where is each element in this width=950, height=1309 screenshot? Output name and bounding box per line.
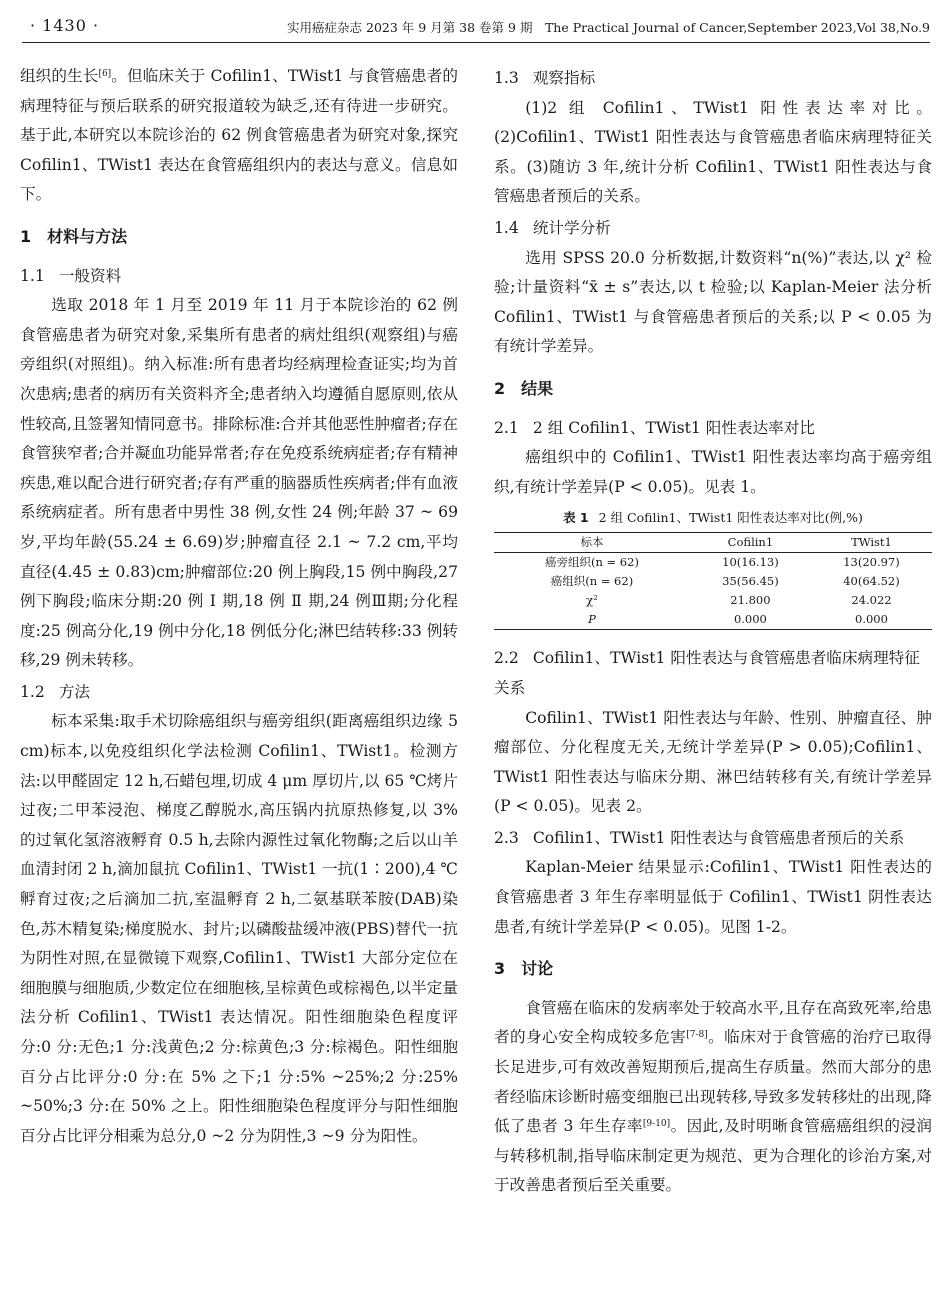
- table-row: [494, 591, 932, 610]
- section-heading-discussion: 3 讨论: [494, 959, 554, 979]
- results-2-2-paragraph: Cofilin1、TWist1 阳性表达与年龄、性别、肿瘤直径、肿瘤部位、分化程度无关,无统计学差异(P > 0.05);Cofilin1、TWist1 阳性表达与临床分期、淋巴结转移有关,有统计学差异(P < 0.05)。见表 2。: [494, 708, 932, 816]
- table-cell: 10(16.13): [722, 555, 779, 570]
- intro-paragraph: 组织的生长[6]。但临床关于 Cofilin1、TWist1 与食管癌患者的病理特征与预后联系的研究报道较为缺乏,还有待进一步研究。基于此,本研究以本院诊治的 62 例食管癌患者为研究对象,探究 Cofilin1、TWist1 表达在食管癌组织内的表达与意义。信息如下。: [20, 67, 458, 204]
- citation-ref[interactable]: [6]: [98, 69, 112, 79]
- table-cell: P: [588, 612, 596, 627]
- table-cell: 24.022: [851, 593, 892, 608]
- table-caption: 表 1 2 组 Cofilin1、TWist1 阳性表达率对比(例,%): [563, 510, 863, 526]
- indicators-paragraph: (1)2 组 Cofilin1、TWist1 阳性表达率对比。(2)Cofilin1、TWist1 阳性表达与食管癌患者临床病理特征关系。(3)随访 3 年,统计分析 Cofilin1、TWist1 阳性表达与食管癌患者预后的关系。: [494, 98, 932, 206]
- subsection-heading-method: 1.2 方法: [20, 682, 91, 701]
- table-header-cell: Cofilin1: [727, 535, 774, 550]
- table-cell: 癌组织(n = 62): [550, 574, 634, 589]
- results-2-3-paragraph: Kaplan-Meier 结果显示:Cofilin1、TWist1 阳性表达的食管癌患者 3 年生存率明显低于 Cofilin1、TWist1 阴性表达患者,有统计学差异(P < 0.05)。见图 1-2。: [494, 858, 932, 936]
- subsection-heading-general: 1.1 一般资料: [20, 266, 122, 285]
- table-cell: 0.000: [733, 612, 767, 627]
- journal-running-title: 实用癌症杂志 2023 年 9 月第 38 卷第 9 期 The Practical Journal of Cancer,September 2023,Vol 38,No.9: [287, 20, 930, 35]
- table-row: [494, 610, 932, 630]
- subsection-heading-2-2: 2.2 Cofilin1、TWist1 阳性表达与食管癌患者临床病理特征关系: [494, 649, 920, 697]
- statistics-paragraph: 选用 SPSS 20.0 分析数据,计数资料“n(%)”表达,以 χ² 检验;计量资料“x̄ ± s”表达,以 t 检验;以 Kaplan-Meier 法分析 Cofilin1、TWist1 与食管癌患者预后的关系;以 P < 0.05 为有统计学差异。: [494, 248, 932, 356]
- subsection-heading-indicators: 1.3 观察指标: [494, 69, 596, 87]
- table-row: [494, 572, 932, 591]
- section-heading-methods: 1 材料与方法: [20, 226, 128, 246]
- subsection-heading-2-3: 2.3 Cofilin1、TWist1 阳性表达与食管癌患者预后的关系: [494, 828, 905, 847]
- general-data-paragraph: 选取 2018 年 1 月至 2019 年 11 月于本院诊治的 62 例食管癌患者为研究对象,采集所有患者的病灶组织(观察组)与癌旁组织(对照组)。纳入标准:所有患者均经病理检查证实;均为首次患病;患者的病历有关资料齐全;患者纳入均遵循自愿原则,依从性较高,且签署知情同意书。排除标准:合并其他恶性肿瘤者;存在食管狭窄者;合并凝血功能异常者;存在免疫系统病症者;存有精神疾患,难以配合进行研究者;存有严重的脑器质性疾病者;伴有血液系统病症者。所有患者中男性 38 例,女性 24 例;年龄 37 ~ 69 岁,平均年龄(55.24 ± 6.69)岁;肿瘤直径 2.1 ~ 7.2 cm,平均直径(4.45 ± 0.83)cm;肿瘤部位:20 例上胸段,15 例中胸段,27 例下胸段;临床分期:20 例 Ⅰ 期,18 例 Ⅱ 期,24 例Ⅲ期;分化程度:25 例高分化,19 例中分化,18 例低分化;淋巴结转移:33 例转移,29 例未转移。: [20, 296, 458, 670]
- table-cell: 癌旁组织(n = 62): [544, 555, 639, 570]
- discussion-paragraph: 食管癌在临床的发病率处于较高水平,且存在高致死率,给患者的身心安全构成较多危害[7-8]。临床对于食管癌的治疗已取得长足进步,可有效改善短期预后,提高生存质量。然而大部分的患者经临床诊断时癌变细胞已出现转移,导致多发转移灶的出现,降低了患者 3 年生存率[9-10]。因此,及时明晰食管癌癌组织的浸润与转移机制,指导临床制定更为规范、更为合理化的诊治方案,对于改善患者预后至关重要。: [494, 998, 932, 1195]
- citation-ref[interactable]: [7-8]: [686, 1030, 708, 1041]
- data-table: [494, 532, 932, 630]
- table-header-row: [494, 533, 932, 553]
- section-heading-results: 2 结果: [494, 378, 554, 398]
- table-1: [494, 508, 932, 630]
- table-header-cell: TWist1: [851, 535, 892, 550]
- table-cell: 35(56.45): [722, 574, 779, 589]
- page-number: · 1430 ·: [30, 16, 100, 35]
- citation-ref[interactable]: [9-10]: [642, 1119, 671, 1130]
- table-cell: 21.800: [730, 593, 771, 608]
- table-cell: χ²: [586, 593, 598, 608]
- method-paragraph: 标本采集:取手术切除癌组织与癌旁组织(距离癌组织边缘 5 cm)标本,以免疫组织化学法检测 Cofilin1、TWist1。检测方法:以甲醛固定 12 h,石蜡包埋,切成 4 μm 厚切片,以 65 ℃烤片过夜;二甲苯浸泡、梯度乙醇脱水,高压锅内抗原热修复,以 3% 的过氧化氢溶液孵育 0.5 h,去除内源性过氧化物酶;之后以山羊血清封闭 2 h,滴加鼠抗 Cofilin1、TWist1 一抗(1∶200),4 ℃孵育过夜;之后滴加二抗,室温孵育 2 h,二氨基联苯胺(DAB)染色,苏木精复染;梯度脱水、封片;以磷酸盐缓冲液(PBS)替代一抗为阴性对照,在显微镜下观察,Cofilin1、TWist1 大部分定位在细胞膜与细胞质,少数定位在细胞核,呈棕黄色或棕褐色,以半定量法分析 Cofilin1、TWist1 表达情况。阳性细胞染色程度评分:0 分:无色;1 分:浅黄色;2 分:棕黄色;3 分:棕褐色。阳性细胞百分占比评分:0 分:在 5% 之下;1 分:5% ~25%;2 分:25% ~50%;3 分:在 50% 之上。阳性细胞染色程度评分与阳性细胞百分占比评分相乘为总分,0 ~2 分为阴性,3 ~9 分为阳性。: [20, 712, 458, 1145]
- table-cell: 40(64.52): [843, 574, 900, 589]
- table-header-cell: 标本: [580, 535, 604, 550]
- table-cell: 13(20.97): [843, 555, 900, 570]
- table-row: [494, 553, 932, 573]
- subsection-heading-2-1: 2.1 2 组 Cofilin1、TWist1 阳性表达率对比: [494, 418, 815, 437]
- running-header: [22, 14, 930, 43]
- table-cell: 0.000: [855, 612, 888, 627]
- left-column: [20, 62, 458, 1151]
- results-2-1-paragraph: 癌组织中的 Cofilin1、TWist1 阳性表达率均高于癌旁组织,有统计学差异(P < 0.05)。见表 1。: [494, 448, 932, 496]
- subsection-heading-statistics: 1.4 统计学分析: [494, 218, 611, 237]
- right-column: [494, 62, 932, 1201]
